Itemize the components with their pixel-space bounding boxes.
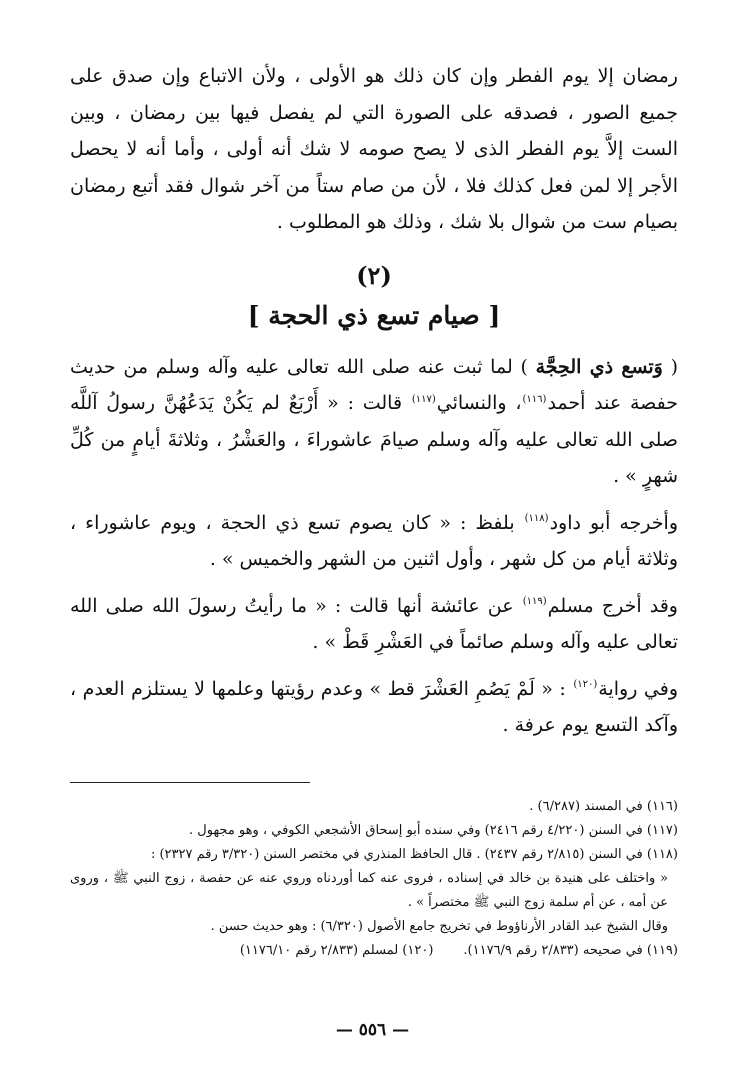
paragraph-text: ، والنسائي — [436, 392, 522, 414]
intro-paragraph: رمضان إلا يوم الفطر وإن كان ذلك هو الأولى ، ولأن الاتباع وإن صدق على جميع الصور ، فصدقه على الصورة التي لم يفصل فيها بين رمضان ، وبين الست إلاَّ يوم الفطر الذى لا يصح صومه لا شك أنه أولى ، وأما أنه لا يحصل الأجر إلا لمن فعل كذلك فلا ، لأن من صام ستاً من آخر شوال فقد أتبع رمضان بصيام ست من شوال بلا شك ، وذلك هو المطلوب . — [70, 65, 678, 233]
section-title: [ صيام تسع ذي الحجة ] — [247, 300, 501, 330]
paragraph-riwaya — [70, 671, 678, 744]
paragraph-text: وقد أخرج مسلم — [547, 594, 678, 617]
footnote: (١١٦) في المسند (٦/٢٨٧) . — [529, 799, 678, 814]
footnote-ref: (١٢٠) — [573, 679, 598, 691]
main-text — [70, 58, 678, 754]
footnote-divider — [70, 782, 310, 783]
footnote-ref: (١١٦) — [522, 393, 547, 405]
footnote: (١١٩) في صحيحه (٢/٨٣٣ رقم ١١٧٦/٩). — [463, 943, 678, 958]
paragraph-nine-days — [70, 349, 678, 495]
footnote-ref: (١١٨) — [524, 513, 549, 525]
footnote: (١١٨) في السنن (٢/٨١٥ رقم ٢٤٣٧) . قال الحافظ المنذري في مختصر السنن (٣/٣٢٠ رقم ٢٣٢٧) : — [150, 847, 678, 862]
footnote-quote: « واختلف على هنيدة بن خالد في إسناده ، فروى عنه كما أوردناه وروي عنه عن حفصة ، زوج النبي ﷺ ، وروى عن أمه ، عن أم سلمة زوج النبي ﷺ مختصراً » . — [70, 871, 668, 910]
paragraph-text: : « لَمْ يَصُمِ العَشْرَ قط » وعدم رؤيتها وعلمها لا يستلزم العدم ، وآكد التسع يوم عرفة . — [70, 677, 678, 736]
footnotes — [70, 776, 678, 963]
paragraph-muslim — [70, 588, 678, 661]
footnote-ref: (١١٩) — [522, 596, 547, 608]
paragraph-text: قالت : « أَرْبَعٌ لم يَكُنْ يَدَعُهُنَّ رسولُ آللَّه صلى الله تعالى عليه وآله وسلم صيامَ عاشوراءَ ، والعَشْرُ ، وثلاثةَ أيامٍ من كُلِّ شهرٍ » . — [70, 392, 678, 487]
paragraph-text: عن عائشة أنها قالت : « ما رأيتُ رسولَ الله صلى الله تعالى عليه وآله وسلم صائماً في العَشْرِ قَطْ » . — [70, 594, 678, 653]
paragraph-text: وفي رواية — [598, 677, 678, 700]
section-number: (٢) — [356, 260, 392, 290]
paragraph-text: وأخرجه أبو داود — [549, 511, 678, 534]
footnote: وقال الشيخ عبد القادر الأرناؤوط في تخريج جامع الأصول (٦/٣٢٠) : وهو حديث حسن . — [210, 919, 668, 934]
footnote: (١١٧) في السنن (٤/٢٢٠ رقم ٢٤١٦) وفي سنده أبو إسحاق الأشجعي الكوفي ، وهو مجهول . — [189, 823, 678, 838]
paragraph-text: بلفظ : « كان يصوم تسع ذي الحجة ، ويوم عاشوراء ، وثلاثة أيام من كل شهر ، وأول اثنين من الشهر والخميس » . — [70, 511, 678, 570]
footnote-row — [70, 939, 678, 963]
footnote: (١٢٠) لمسلم (٢/٨٣٣ رقم ١١٧٦/١٠) — [239, 943, 434, 958]
paragraph-text: ) لما ثبت عنه صلى الله تعالى عليه وآله وسلم من حديث حفصة عند أحمد — [70, 355, 679, 414]
lead-bracket: ( — [662, 355, 678, 378]
footnote-ref: (١١٧) — [411, 393, 436, 405]
lead-term: وَتسع ذي الحِجَّة — [535, 355, 663, 378]
paragraph-abu-dawud — [70, 505, 678, 578]
page-number: — ٥٥٦ — — [335, 1020, 410, 1040]
